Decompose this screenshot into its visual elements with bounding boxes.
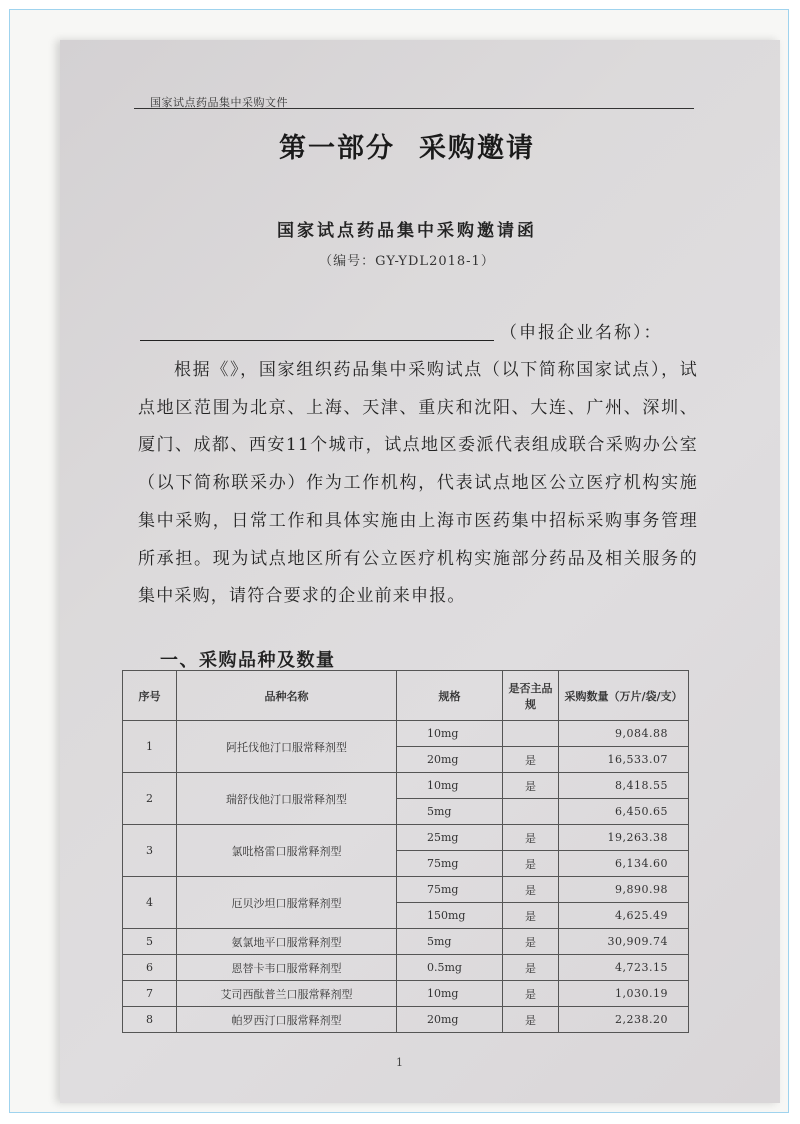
cell-no: 7: [123, 981, 177, 1007]
part-title-text: 采购邀请: [419, 133, 535, 164]
cell-main-spec: [503, 799, 559, 825]
cell-spec: 75mg: [397, 851, 503, 877]
document-number: （编号：GY-YDL2018-1）: [319, 254, 495, 269]
cell-main-spec: 是: [503, 1007, 559, 1033]
cell-no: 1: [123, 721, 177, 773]
header-main: 是否主品规: [503, 671, 559, 721]
cell-main-spec: 是: [503, 981, 559, 1007]
cell-no: 3: [123, 825, 177, 877]
cell-drug-name: 厄贝沙坦口服常释剂型: [177, 877, 397, 929]
header-qty: 采购数量（万片/袋/支）: [559, 671, 689, 721]
table-row: [123, 1007, 689, 1033]
table-row: [123, 981, 689, 1007]
cell-spec: 10mg: [397, 773, 503, 799]
cell-main-spec: 是: [503, 903, 559, 929]
cell-quantity: 1,030.19: [559, 981, 689, 1007]
cell-quantity: 4,723.15: [559, 955, 689, 981]
cell-main-spec: 是: [503, 877, 559, 903]
page-number: 1: [396, 1056, 403, 1069]
cell-spec: 10mg: [397, 981, 503, 1007]
cell-no: 6: [123, 955, 177, 981]
cell-main-spec: 是: [503, 851, 559, 877]
cell-spec: 5mg: [397, 799, 503, 825]
table-row: [123, 825, 689, 851]
running-header: 国家试点药品集中采购文件: [150, 96, 288, 109]
table-row: [123, 877, 689, 903]
cell-quantity: 2,238.20: [559, 1007, 689, 1033]
part-title-number: 第一部分: [279, 133, 395, 164]
cell-spec: 0.5mg: [397, 955, 503, 981]
table-header-row: [123, 671, 689, 721]
header-no: 序号: [123, 671, 177, 721]
cell-quantity: 9,084.88: [559, 721, 689, 747]
cell-no: 2: [123, 773, 177, 825]
cell-drug-name: 阿托伐他汀口服常释剂型: [177, 721, 397, 773]
cell-quantity: 4,625.49: [559, 903, 689, 929]
table-row: [123, 773, 689, 799]
cell-spec: 20mg: [397, 747, 503, 773]
table-row: [123, 955, 689, 981]
cell-no: 4: [123, 877, 177, 929]
header-rule: [134, 108, 694, 109]
cell-drug-name: 氨氯地平口服常释剂型: [177, 929, 397, 955]
cell-quantity: 6,450.65: [559, 799, 689, 825]
cell-main-spec: 是: [503, 825, 559, 851]
cell-drug-name: 艾司西酞普兰口服常释剂型: [177, 981, 397, 1007]
cell-spec: 20mg: [397, 1007, 503, 1033]
body-paragraph: 根据《》，国家组织药品集中采购试点（以下简称国家试点），试点地区范围为北京、上海、天津、重庆和沈阳、大连、广州、深圳、厦门、成都、西安11个城市，试点地区委派代表组成联合采购办公室（以下简称联采办）作为工作机构，代表试点地区公立医疗机构实施集中采购，日常工作和具体实施由上海市医药集中招标采购事务管理所承担。现为试点地区所有公立医疗机构实施部分药品及相关服务的集中采购，请符合要求的企业前来申报。: [138, 360, 698, 607]
cell-no: 8: [123, 1007, 177, 1033]
cell-main-spec: [503, 721, 559, 747]
cell-no: 5: [123, 929, 177, 955]
cell-main-spec: 是: [503, 955, 559, 981]
cell-quantity: 8,418.55: [559, 773, 689, 799]
cell-spec: 150mg: [397, 903, 503, 929]
cell-main-spec: 是: [503, 747, 559, 773]
cell-main-spec: 是: [503, 929, 559, 955]
section-heading: 一、采购品种及数量: [160, 650, 336, 671]
table-row: [123, 721, 689, 747]
cell-spec: 25mg: [397, 825, 503, 851]
cell-quantity: 9,890.98: [559, 877, 689, 903]
cell-main-spec: 是: [503, 773, 559, 799]
procurement-table: [122, 670, 689, 1033]
cell-spec: 75mg: [397, 877, 503, 903]
cell-quantity: 30,909.74: [559, 929, 689, 955]
header-name: 品种名称: [177, 671, 397, 721]
company-name-label: （申报企业名称）：: [500, 323, 663, 343]
header-spec: 规格: [397, 671, 503, 721]
cell-quantity: 19,263.38: [559, 825, 689, 851]
cell-drug-name: 氯吡格雷口服常释剂型: [177, 825, 397, 877]
cell-quantity: 6,134.60: [559, 851, 689, 877]
cell-drug-name: 恩替卡韦口服常释剂型: [177, 955, 397, 981]
cell-drug-name: 帕罗西汀口服常释剂型: [177, 1007, 397, 1033]
cell-drug-name: 瑞舒伐他汀口服常释剂型: [177, 773, 397, 825]
table-row: [123, 929, 689, 955]
cell-spec: 5mg: [397, 929, 503, 955]
part-title: [0, 126, 800, 165]
document-title: 国家试点药品集中采购邀请函: [277, 221, 537, 241]
cell-quantity: 16,533.07: [559, 747, 689, 773]
company-name-blank: [140, 340, 494, 341]
cell-spec: 10mg: [397, 721, 503, 747]
